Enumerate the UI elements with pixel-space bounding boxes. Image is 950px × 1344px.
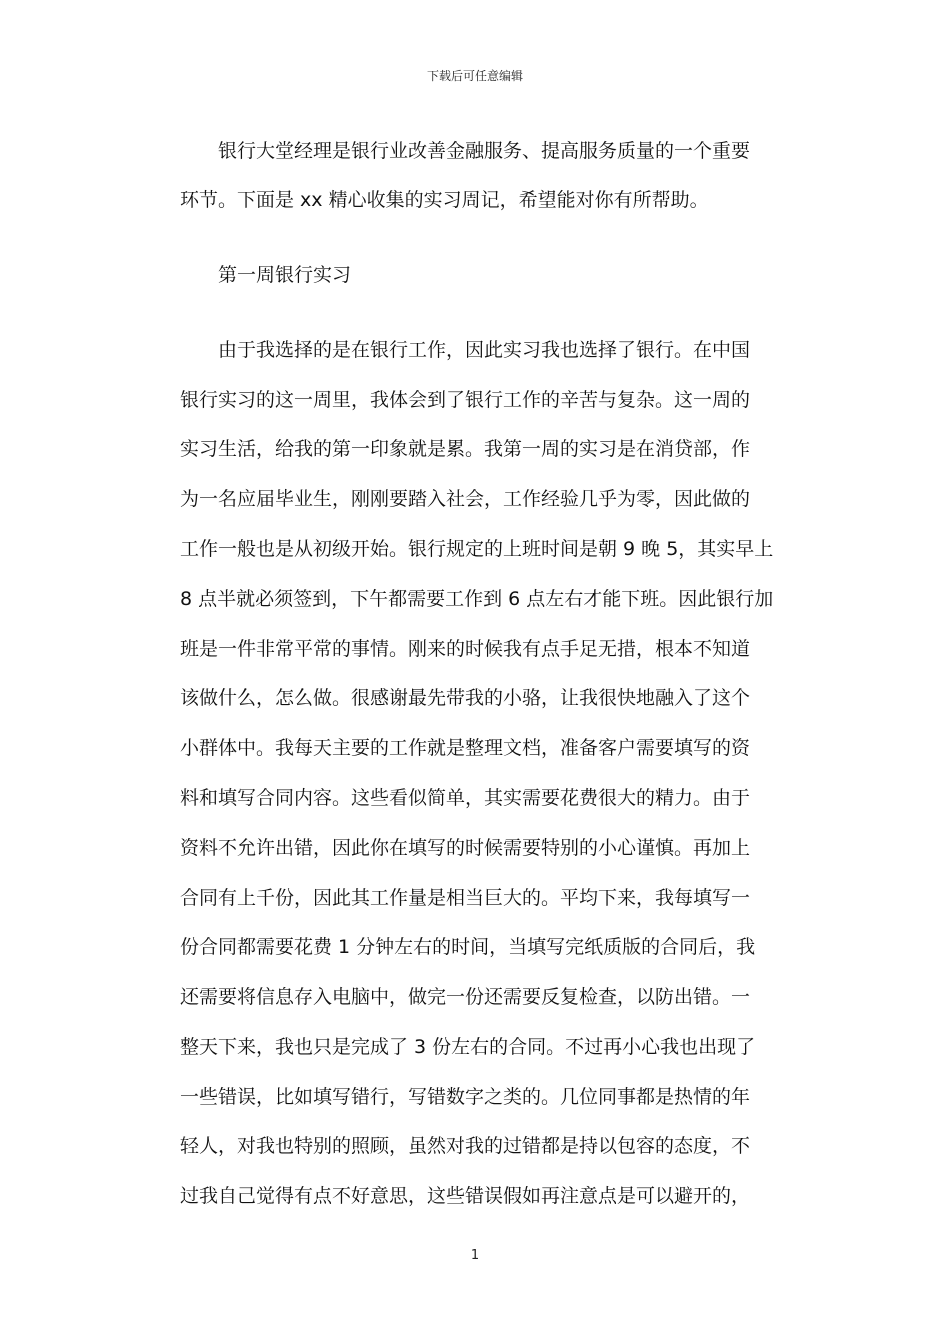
paragraph-line: 实习生活，给我的第一印象就是累。我第一周的实习是在消贷部，作 <box>180 438 751 460</box>
page-number: 1 <box>470 1248 480 1263</box>
paragraph-line: 合同有上千份，因此其工作量是相当巨大的。平均下来，我每填写一 <box>180 887 751 909</box>
paragraph-line: 料和填写合同内容。这些看似简单，其实需要花费很大的精力。由于 <box>180 787 751 809</box>
paragraph-line: 环节。下面是 xx 精心收集的实习周记，希望能对你有所帮助。 <box>180 189 709 211</box>
paragraph-line: 还需要将信息存入电脑中，做完一份还需要反复检查，以防出错。一 <box>180 986 751 1008</box>
paragraph-line: 为一名应届毕业生，刚刚要踏入社会，工作经验几乎为零，因此做的 <box>180 488 751 510</box>
paragraph-line: 一些错误，比如填写错行，写错数字之类的。几位同事都是热情的年 <box>180 1086 751 1108</box>
page-header: 下载后可任意编辑 <box>426 69 523 83</box>
paragraph-line: 银行大堂经理是银行业改善金融服务、提高服务质量的一个重要 <box>180 140 751 162</box>
paragraph-line: 银行实习的这一周里，我体会到了银行工作的辛苦与复杂。这一周的 <box>180 389 751 411</box>
paragraph-line: 过我自己觉得有点不好意思，这些错误假如再注意点是可以避开的， <box>180 1185 751 1207</box>
paragraph-line: 工作一般也是从初级开始。银行规定的上班时间是朝 9 晚 5，其实早上 <box>180 538 774 560</box>
paragraph-line: 份合同都需要花费 1 分钟左右的时间，当填写完纸质版的合同后，我 <box>180 936 756 958</box>
paragraph-line: 小群体中。我每天主要的工作就是整理文档，准备客户需要填写的资 <box>180 737 751 759</box>
paragraph-line: 由于我选择的是在银行工作，因此实习我也选择了银行。在中国 <box>180 339 751 361</box>
section-heading: 第一周银行实习 <box>180 264 352 286</box>
paragraph-line: 该做什么，怎么做。很感谢最先带我的小骆，让我很快地融入了这个 <box>180 687 751 709</box>
paragraph-line: 班是一件非常平常的事情。刚来的时候我有点手足无措，根本不知道 <box>180 638 751 660</box>
paragraph-line: 整天下来，我也只是完成了 3 份左右的合同。不过再小心我也出现了 <box>180 1036 756 1058</box>
paragraph-line: 8 点半就必须签到，下午都需要工作到 6 点左右才能下班。因此银行加 <box>180 588 774 610</box>
paragraph-line: 轻人，对我也特别的照顾，虽然对我的过错都是持以包容的态度，不 <box>180 1135 751 1157</box>
paragraph-line: 资料不允许出错，因此你在填写的时候需要特别的小心谨慎。再加上 <box>180 837 751 859</box>
